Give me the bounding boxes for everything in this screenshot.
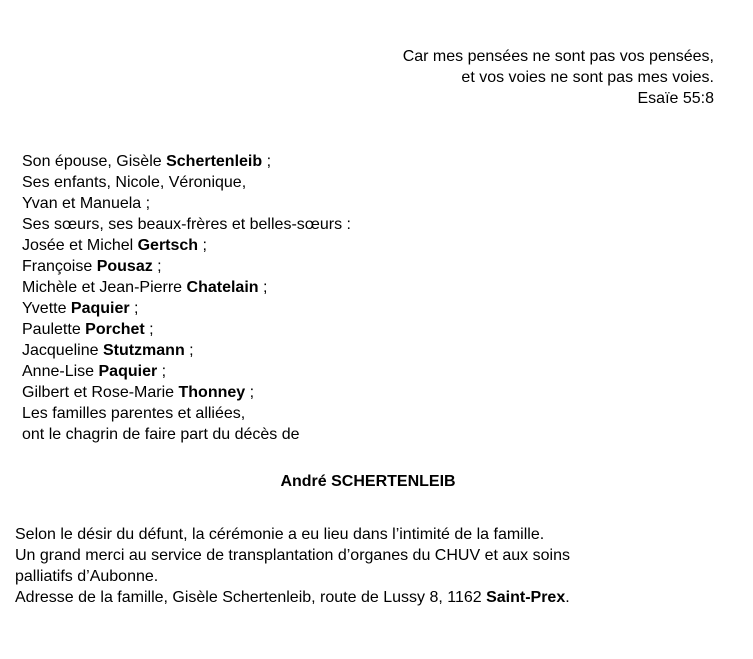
body-text: ; bbox=[144, 321, 154, 338]
body-text: Car mes pensées ne sont pas vos pensées, bbox=[402, 48, 714, 65]
surname-bold-text: Stutzmann bbox=[102, 342, 185, 359]
body-text: Son épouse, Gisèle bbox=[22, 153, 167, 170]
family-list-line bbox=[22, 235, 351, 256]
family-list-line bbox=[22, 151, 351, 172]
family-list-line bbox=[22, 382, 351, 403]
body-text: Ses sœurs, ses beaux-frères et belles-sœurs : bbox=[22, 216, 351, 233]
closing-line bbox=[15, 524, 570, 545]
family-list-line bbox=[22, 193, 351, 214]
body-text: ; bbox=[198, 237, 207, 254]
body-text: Michèle et Jean-Pierre bbox=[22, 279, 187, 296]
surname-bold-text: Saint-Prex bbox=[486, 589, 566, 606]
surname-bold-text: Thonney bbox=[178, 384, 246, 401]
family-list-line bbox=[22, 319, 351, 340]
family-list-line bbox=[22, 403, 351, 424]
quote-line bbox=[403, 88, 714, 109]
family-list-line bbox=[22, 277, 351, 298]
body-text: Gilbert et Rose-Marie bbox=[22, 384, 179, 401]
surname-bold-text: Chatelain bbox=[186, 279, 259, 296]
body-text: Un grand merci au service de transplantation d’organes du CHUV et aux soins bbox=[15, 547, 570, 564]
family-list-line bbox=[22, 424, 351, 445]
surname-bold-text: Paquier bbox=[70, 300, 130, 317]
body-text: ; bbox=[157, 363, 167, 380]
family-list-line bbox=[22, 361, 351, 382]
closing-line bbox=[15, 545, 570, 566]
body-text: Josée et Michel bbox=[22, 237, 138, 254]
body-text: Les familles parentes et alliées, bbox=[22, 405, 246, 422]
family-list-line bbox=[22, 172, 351, 193]
body-text: palliatifs d’Aubonne. bbox=[15, 568, 159, 585]
family-list-line bbox=[22, 256, 351, 277]
body-text: Ses enfants, Nicole, Véronique, bbox=[22, 174, 247, 191]
body-text: . bbox=[565, 589, 570, 606]
body-text: ; bbox=[184, 342, 194, 359]
quote-line bbox=[403, 67, 714, 88]
body-text: Anne-Lise bbox=[22, 363, 99, 380]
body-text: et vos voies ne sont pas mes voies. bbox=[461, 69, 714, 86]
body-text: Yvan et Manuela ; bbox=[22, 195, 151, 212]
surname-bold-text: Schertenleib bbox=[166, 153, 263, 170]
closing-paragraph bbox=[15, 524, 570, 608]
body-text: ; bbox=[258, 279, 268, 296]
surname-bold-text: Paquier bbox=[98, 363, 158, 380]
body-text: ont le chagrin de faire part du décès de bbox=[22, 426, 300, 443]
surname-bold-text: Gertsch bbox=[137, 237, 199, 254]
bible-quote bbox=[403, 46, 714, 109]
body-text: Paulette bbox=[22, 321, 86, 338]
body-text: Yvette bbox=[22, 300, 71, 317]
body-text: Françoise bbox=[22, 258, 97, 275]
body-text: ; bbox=[129, 300, 139, 317]
family-list-line bbox=[22, 340, 351, 361]
deceased-name: André SCHERTENLEIB bbox=[280, 473, 456, 490]
surname-bold-text: Pousaz bbox=[96, 258, 153, 275]
closing-line bbox=[15, 566, 570, 587]
surname-bold-text: Porchet bbox=[85, 321, 145, 338]
body-text: ; bbox=[262, 153, 272, 170]
family-list-line bbox=[22, 298, 351, 319]
family-list bbox=[22, 151, 351, 445]
body-text: ; bbox=[152, 258, 162, 275]
body-text: Selon le désir du défunt, la cérémonie a eu lieu dans l’intimité de la famille. bbox=[15, 526, 545, 543]
family-list-line bbox=[22, 214, 351, 235]
closing-line bbox=[15, 587, 570, 608]
body-text: Adresse de la famille, Gisèle Schertenleib, route de Lussy 8, 1162 bbox=[15, 589, 487, 606]
body-text: ; bbox=[245, 384, 255, 401]
body-text: Jacqueline bbox=[22, 342, 103, 359]
body-text: Esaïe 55:8 bbox=[637, 90, 714, 107]
quote-line bbox=[403, 46, 714, 67]
